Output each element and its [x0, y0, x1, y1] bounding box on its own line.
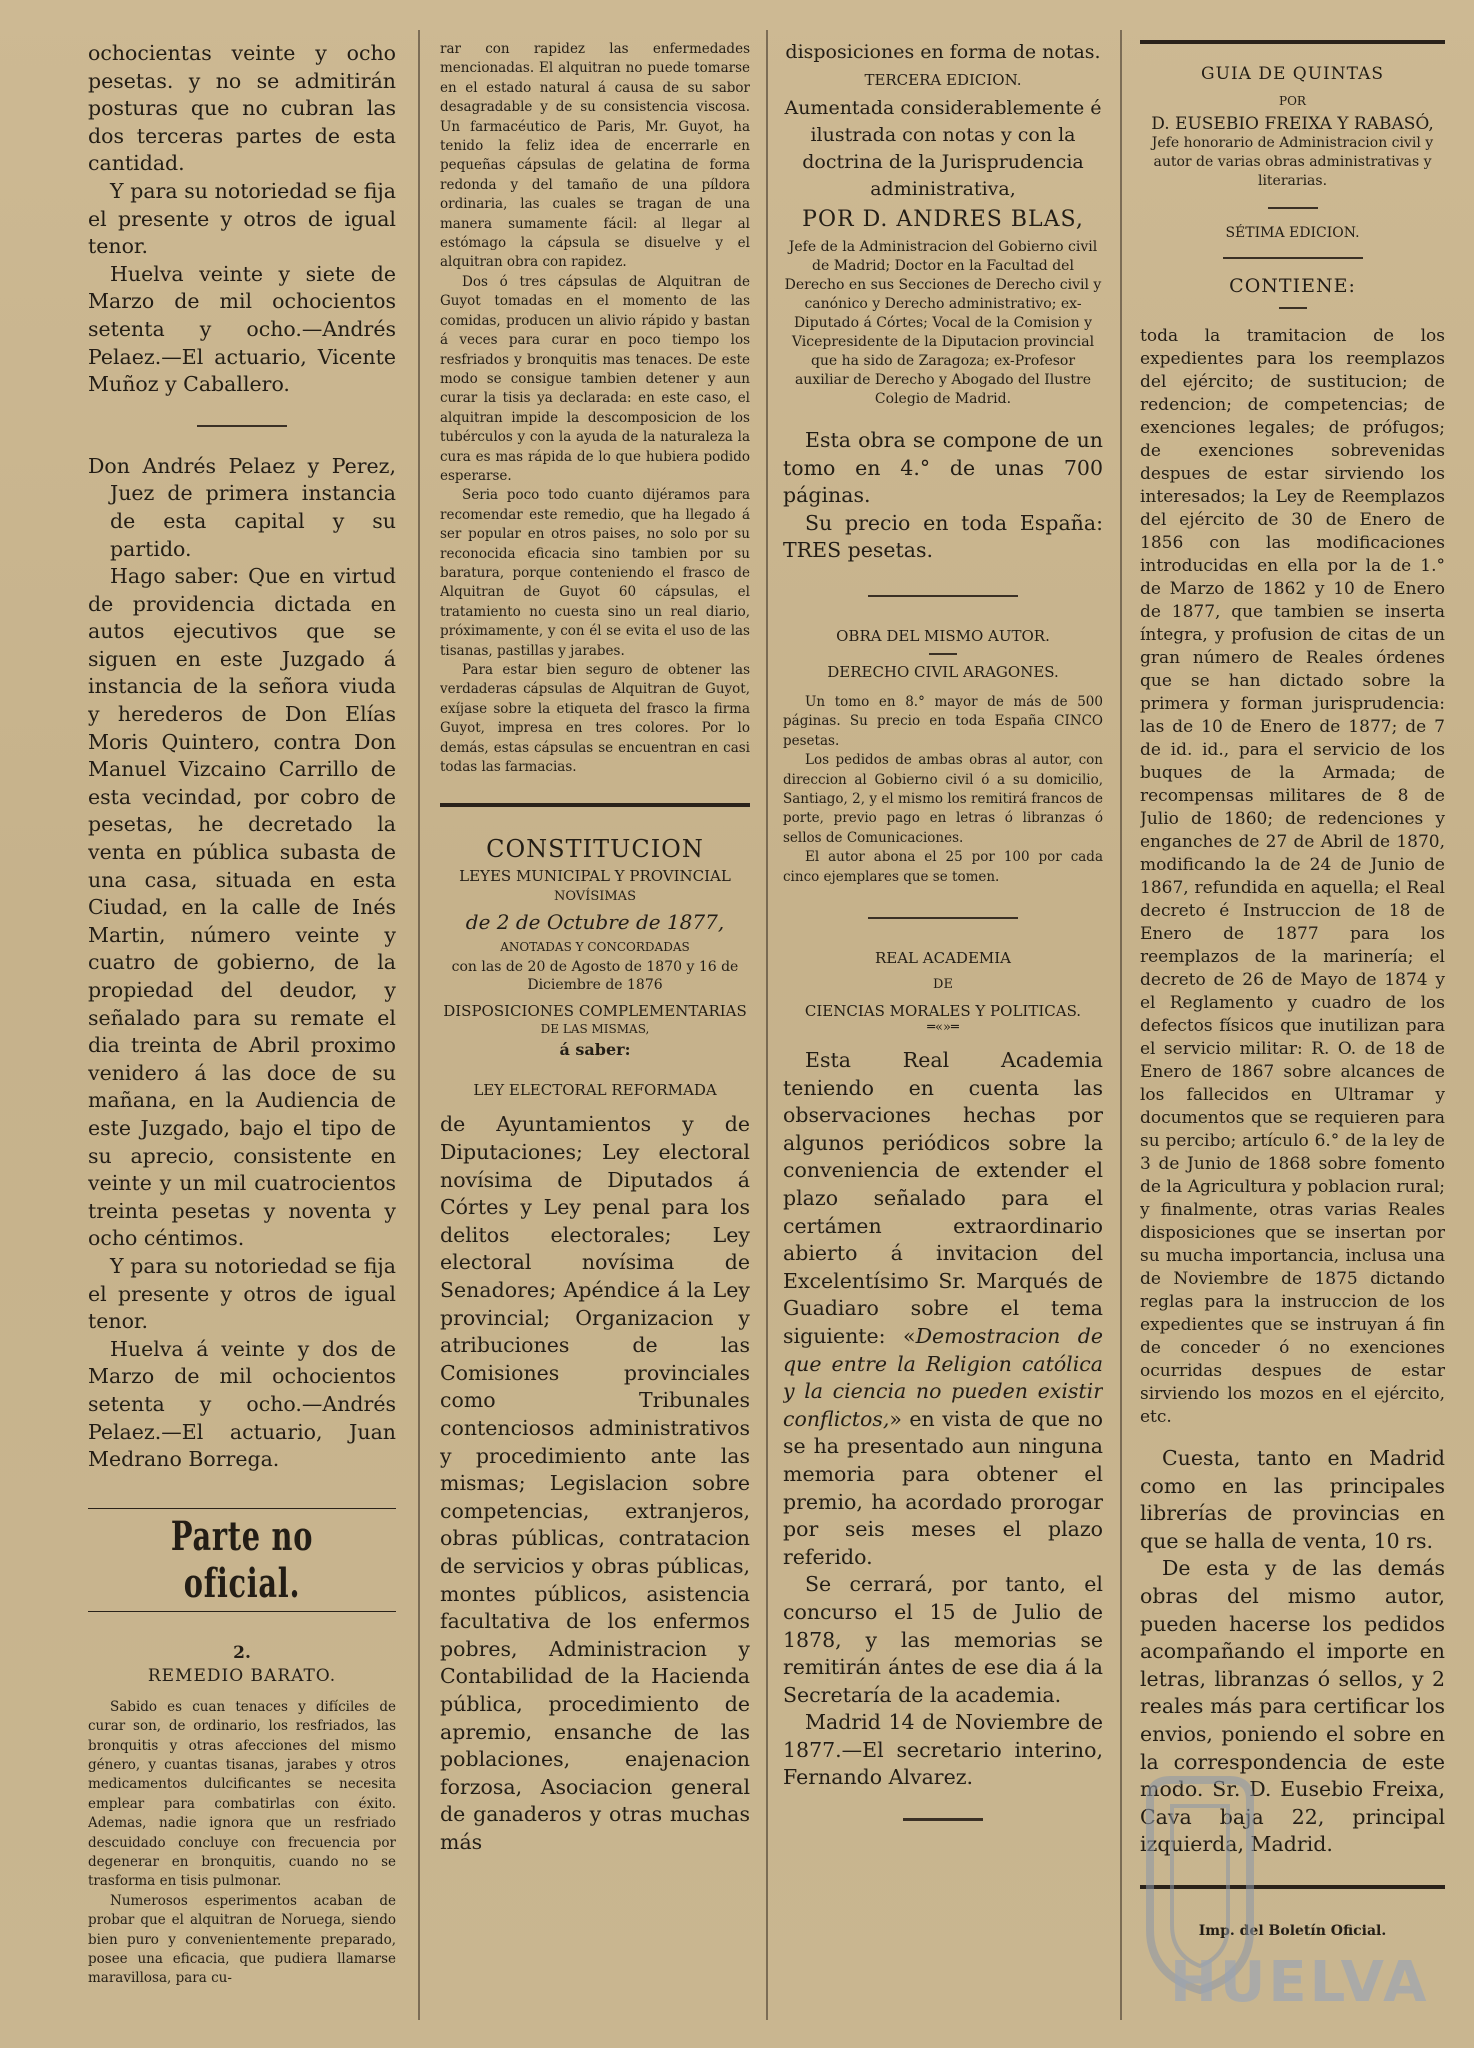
- ad-author: D. EUSEBIO FREIXA Y RABASÓ,: [1151, 114, 1434, 134]
- ad-author: POR D. ANDRES BLAS,: [802, 207, 1084, 232]
- ad-subtitle: CONTIENE:: [1229, 275, 1356, 297]
- divider: [903, 1818, 983, 1821]
- text-run: Esta Real Academia teniendo en cuenta las observaciones hechas por algunos periódicos sobre la conveniencia de extender el plazo señalado para el certámen extraordinario abierto á invitacion del Excelentísimo Sr. Marqués de Guadiaro sobre el tema siguiente: «: [783, 1048, 1103, 1348]
- ad-text: Jefe honorario de Administracion civil y autor de varias obras administrativas y literarias.: [1151, 135, 1434, 189]
- divider: [88, 1611, 396, 1612]
- section-heading: CIENCIAS MORALES Y POLITICAS.: [804, 1002, 1082, 1021]
- text-run: » en vista de que no se ha presentado aun ninguna memoria para obtener el premio, ha acordado prorogar por seis meses el plazo referido.: [783, 1406, 1103, 1569]
- column-rule: [1120, 30, 1122, 2020]
- divider: [929, 653, 957, 655]
- ad-subtitle: SÉTIMA EDICION.: [1225, 225, 1360, 241]
- divider: [88, 1508, 396, 1509]
- column-1: [88, 40, 396, 1989]
- printer-imprint: Imp. del Boletín Oficial.: [1198, 1922, 1387, 1939]
- article-number: 2.: [233, 1642, 251, 1663]
- ad-subtitle: á saber:: [559, 1040, 631, 1060]
- paragraph: Seria poco todo cuanto dijéramos para recomendar este remedio, que ha llegado á ser popular en otros paises, no solo por su reconocida eficacia sino tambien por su baratura, porque conteniendo el frasco de Alquitran de Guyot 60 cápsulas, el tratamiento no cuesta sino un real diario, próximamente, y con él se evita el uso de las tisanas, pastillas y jarabes.: [440, 487, 750, 659]
- ad-subtitle: DISPOSICIONES COMPLEMENTARIAS: [443, 1002, 747, 1021]
- paragraph: Esta obra se compone de un tomo en 4.° de unas 700 páginas.: [783, 428, 1103, 508]
- column-rule: [418, 30, 420, 2020]
- ad-subtitle: LEYES MUNICIPAL Y PROVINCIAL: [459, 867, 731, 886]
- ad-text: Aumentada considerablemente é ilustrada con notas y con la doctrina de la Jurisprudencia administrativa,: [784, 97, 1102, 200]
- paragraph: Hago saber: Que en virtud de providencia dictada en autos ejecutivos que se siguen en este Juzgado á instancia de la señora viuda y herederos de Don Elías Moris Quintero, contra Don Manuel Vizcaino Carrillo de esta vecindad, por cobro de pesetas, he decretado la venta en pública subasta de una casa, situada en esta Ciudad, en la calle de Inés Martin, número veinte y cuatro de gobierno, de la propiedad del deudor, y señalado para su remate el dia treinta de Abril proximo venidero á las doce de su mañana, en la Audiencia de este Juzgado, bajo el tipo de su aprecio, consistente en veinte y un mil cuatrocientos treinta pesetas y noventa y ocho céntimos.: [88, 564, 396, 1251]
- article-heading: REMEDIO BARATO.: [147, 1665, 337, 1686]
- paragraph: Numerosos esperimentos acaban de probar que el alquitran de Noruega, siendo bien puro y convenientemente preparado, posee una eficacia, que pudiera llamarse maravillosa, para cu-: [88, 1892, 396, 1987]
- ad-subtitle: NOVÍSIMAS: [554, 889, 636, 905]
- section-heading: REAL ACADEMIA: [874, 949, 1012, 968]
- paragraph: Un tomo en 8.° mayor de más de 500 páginas. Su precio en toda España CINCO pesetas.: [783, 693, 1103, 749]
- stamp-text: HUELVA: [1170, 1950, 1430, 2015]
- paragraph: Huelva á veinte y dos de Marzo de mil ochocientos setenta y ocho.—Andrés Pelaez.—El actuario, Juan Medrano Borrega.: [88, 1336, 396, 1472]
- paragraph: Y para su notoriedad se fija el presente y otros de igual tenor.: [88, 178, 396, 259]
- ad-subtitle: LEY ELECTORAL REFORMADA: [473, 1081, 717, 1100]
- divider: [1140, 40, 1445, 44]
- ad-title: CONSTITUCION: [486, 835, 704, 864]
- section-heading: OBRA DEL MISMO AUTOR.: [836, 626, 1050, 645]
- italic-text-run: Demostracion de que entre la Religion católica y la ciencia no pueden existir conflictos,: [783, 1323, 1103, 1431]
- divider: [868, 595, 1018, 597]
- divider: [440, 803, 750, 807]
- column-3: [783, 40, 1103, 1847]
- paragraph: de Ayuntamientos y de Diputaciones; Ley electoral novísima de Diputados á Córtes y Ley penal para los delitos electorales; Ley electoral novísima de Senadores; Apéndice á la Ley provincial; Organizacion y atribuciones de las Comisiones provinciales como Tribunales contenciosos administrativos y procedimiento ante las mismas; Legislacion sobre competencias, extranjeros, obras públicas, contratacion de servicios y obras públicas, montes públicos, asistencia facultativa de los enfermos pobres, Administracion y Contabilidad de la Hacienda pública, procedimiento de apremio, ensanche de las poblaciones, enajenacion forzosa, Asociacion general de ganaderos y otras muchas más: [440, 1112, 750, 1854]
- paragraph: [783, 1047, 1103, 1571]
- divider: [868, 917, 1018, 919]
- paragraph: Huelva veinte y siete de Marzo de mil ochocientos setenta y ocho.—Andrés Pelaez.—El actuario, Vicente Muñoz y Caballero.: [88, 261, 396, 397]
- paragraph: ochocientas veinte y ocho pesetas. y no se admitirán posturas que no cubran las dos terceras partes de esta cantidad.: [88, 41, 396, 176]
- paragraph: toda la tramitacion de los expedientes para los reemplazos del ejército; de sustitucion; de redencion; de competencias; de exenciones legales; de prófugos; de exenciones sobrevenidas despues de estar sirviendo los interesados; la Ley de Reemplazos del ejército de 30 de Enero de 1856 con las modificaciones introducidas en ella por la de 1.° de Marzo de 1862 y 10 de Enero de 1877, que tambien se inserta íntegra, y profusion de citas de un gran número de Reales órdenes que se han dictado sobre la primera y forman jurisprudencia: las de 10 de Enero de 1877; de 7 de id. id., para el servicio de los buques de la Armada; de recompensas militares de 8 de Julio de 1860; de redenciones y enganches de 27 de Abril de 1870, modificando la de 24 de Junio de 1867, refundida en aquella; el Real decreto é Instruccion de 18 de Enero de 1877 para los reemplazos de la marinería; el decreto de 26 de Mayo de 1874 y el Reglamento y cuadro de los defectos físicos que inutilizan para el servicio militar: R. O. de 18 de Enero de 1867 sobre alcances de los fallecidos en Ultramar y documentos que se requieren para su percibo; artículo 6.° de la ley de 3 de Junio de 1868 sobre fomento de la Agricultura y poblacion rural; y finalmente, otras varias Reales disposiciones que se insertan por su mucha importancia, inclusa una de Noviembre de 1875 dictando reglas para la instruccion de los expedientes que se instruyan á fin de conceder ó no exenciones ocurridas despues de estar sirviendo los mozos en el ejército, etc.: [1140, 326, 1445, 1427]
- ad-subtitle: DE LAS MISMAS,: [540, 1022, 650, 1037]
- divider: [1268, 207, 1318, 209]
- paragraph: De esta y de las demás obras del mismo autor, pueden hacerse los pedidos acompañando el importe en letras, libranzas ó sellos, y 2 reales más para certificar los envios, poniendo el sobre en la correspondencia de este modo. Sr. D. Eusebio Freixa, Cava baja 22, principal izquierda, Madrid.: [1140, 1556, 1445, 1857]
- paragraph: Cuesta, tanto en Madrid como en las principales librerías de provincias en que se halla de venta, 10 rs.: [1140, 1446, 1445, 1553]
- section-heading: DERECHO CIVIL ARAGONES.: [827, 662, 1059, 681]
- section-heading: DE: [933, 977, 953, 993]
- ad-text: con las de 20 de Agosto de 1870 y 16 de Diciembre de 1876: [451, 959, 739, 994]
- ad-subtitle: POR: [1279, 94, 1306, 108]
- paragraph: El autor abona el 25 por 100 por cada cinco ejemplares que se tomen.: [783, 849, 1103, 885]
- paragraph: Su precio en toda España: TRES pesetas.: [783, 510, 1103, 563]
- edict-heading: Don Andrés Pelaez y Perez, Juez de primera instancia de esta capital y su partido.: [88, 453, 396, 561]
- ad-subtitle: ANOTADAS Y CONCORDADAS: [500, 940, 690, 955]
- column-4: [1140, 40, 1445, 1939]
- divider: [1279, 307, 1307, 309]
- ornament: ═«»═: [927, 1020, 959, 1036]
- column-rule: [766, 30, 768, 2020]
- paragraph: rar con rapidez las enfermedades mencionadas. El alquitran no puede tomarse en el estado natural á causa de su sabor desagradable y de su consistencia viscosa. Un farmacéutico de Paris, Mr. Guyot, ha tenido la feliz idea de encerrarle en pequeñas cápsulas de gelatina de forma redonda y del tamaño de una píldora ordinaria, las cuales se tragan de una manera sumamente fácil: al llegar al estómago la cápsula se disuelve y el alquitran obra con rapidez.: [440, 41, 750, 271]
- section-banner: Parte no oficial.: [170, 1512, 314, 1607]
- paragraph: Y para su notoriedad se fija el presente y otros de igual tenor.: [88, 1253, 396, 1334]
- divider: [1223, 257, 1363, 259]
- paragraph: Dos ó tres cápsulas de Alquitran de Guyot tomadas en el momento de las comidas, producen un alivio rápido y bastan á veces para curar en poco tiempo los resfriados y bronquitis mas tenaces. De este modo se consigue tambien detener y aun curar la tisis ya declarada: en este caso, el alquitran impide la descomposicion de los tubérculos y con la ayuda de la naturaleza la cura es mas rápida de lo que hubiera podido esperarse.: [440, 273, 750, 484]
- divider: [197, 425, 287, 427]
- paragraph: Los pedidos de ambas obras al autor, con direccion al Gobierno civil ó a su domicilio, Santiago, 2, y el mismo los remitirá francos de porte, previo pago en letras ó libranzas ó sellos de Comunicaciones.: [783, 752, 1103, 846]
- column-2: [440, 40, 750, 1856]
- ad-text: disposiciones en forma de notas.: [785, 41, 1101, 63]
- ad-subtitle: TERCERA EDICION.: [864, 71, 1022, 89]
- ad-title: GUIA DE QUINTAS: [1201, 64, 1384, 84]
- ad-date: de 2 de Octubre de 1877,: [465, 910, 725, 935]
- ad-text: Jefe de la Administracion del Gobierno civil de Madrid; Doctor en la Facultad del Derecho en sus Secciones de Derecho civil y canónico y Derecho administrativo; ex-Diputado á Córtes; Vocal de la Comision y Vicepresidente de la Diputacion provincial que ha sido de Zaragoza; ex-Profesor auxiliar de Derecho y Abogado del Ilustre Colegio de Madrid.: [784, 239, 1102, 407]
- paragraph: Para estar bien seguro de obtener las verdaderas cápsulas de Alquitran de Guyot, exíjase sobre la etiqueta del frasco la firma Guyot, impresa en tres colores. Por lo demás, estas cápsulas se encuentran en casi todas las farmacias.: [440, 662, 750, 776]
- paragraph: Madrid 14 de Noviembre de 1877.—El secretario interino, Fernando Alvarez.: [783, 1710, 1103, 1790]
- paragraph: Sabido es cuan tenaces y difíciles de curar son, de ordinario, los resfriados, las bronquitis y otras afecciones del mismo género, y cuantas tisanas, jarabes y otros medicamentos dulcificantes se necesita emplear para combatirlas con éxito. Ademas, nadie ignora que un resfriado descuidado concluye con frecuencia por degenerar en bronquitis, cuando no se trasforma en tisis pulmonar.: [88, 1698, 396, 1890]
- paragraph: Se cerrará, por tanto, el concurso el 15 de Julio de 1878, y las memorias se remitirán ántes de ese dia á la Secretaría de la academia.: [783, 1572, 1103, 1707]
